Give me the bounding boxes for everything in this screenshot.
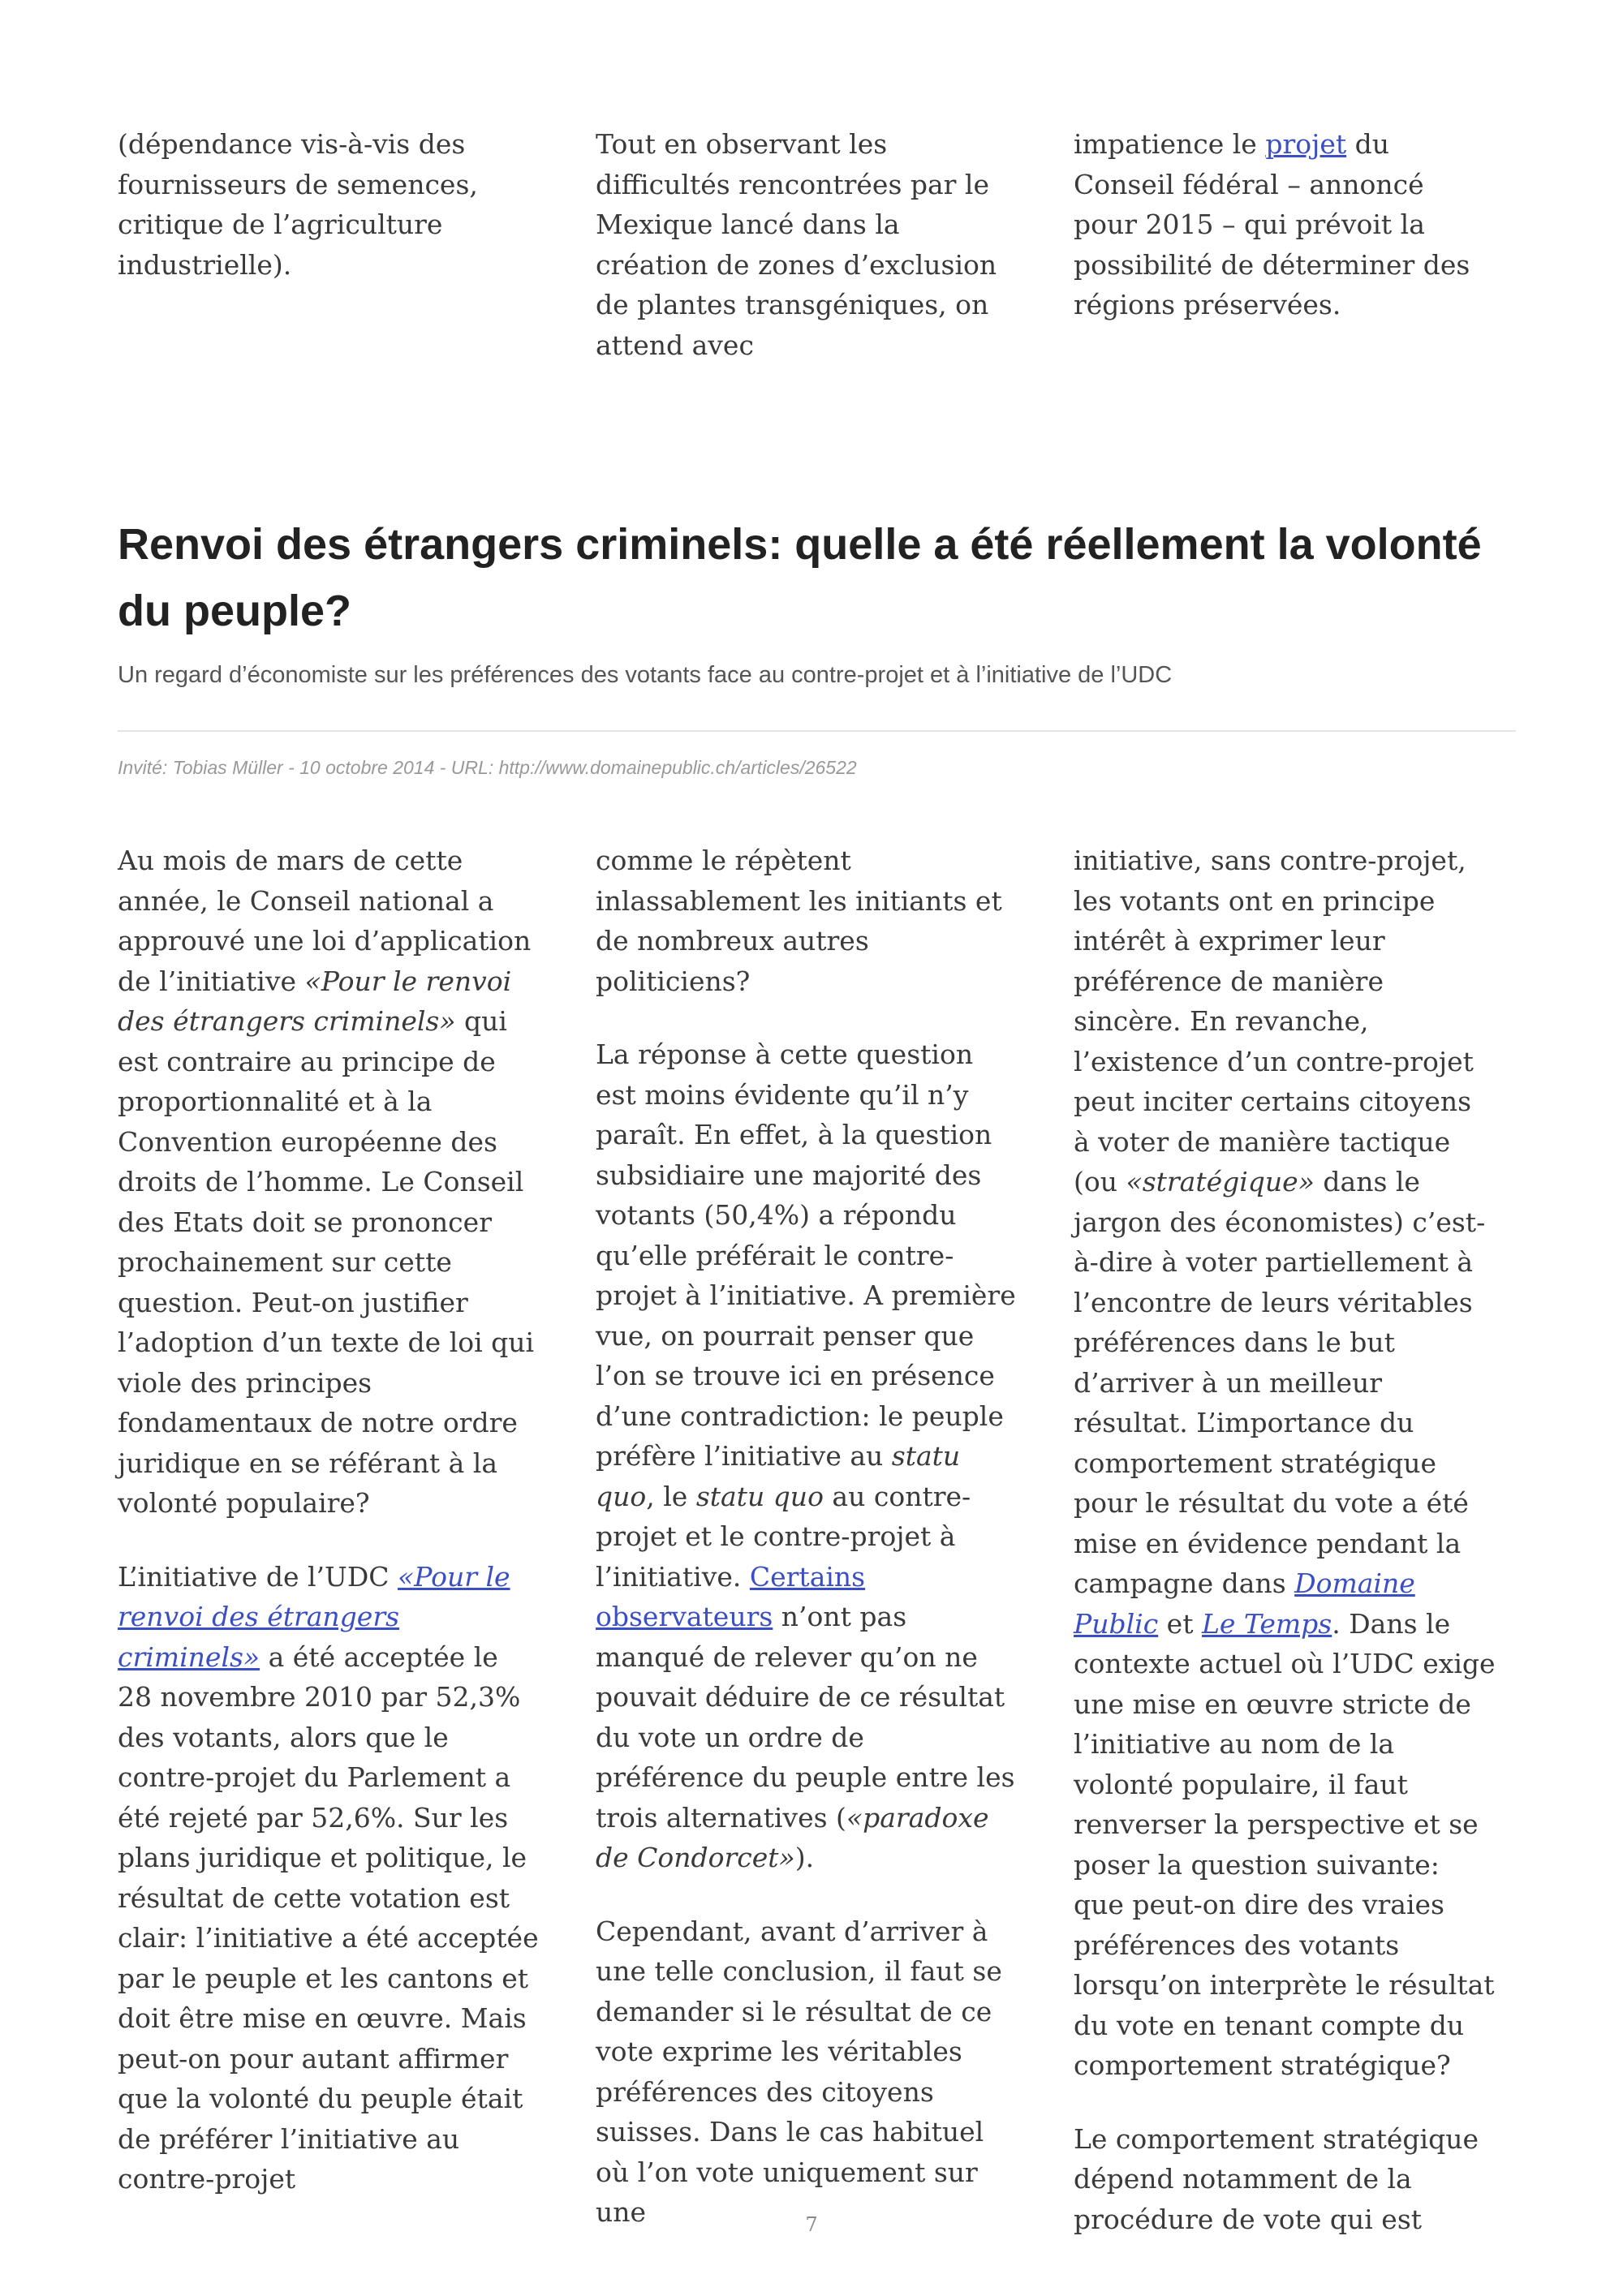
article-column-1 (118, 841, 540, 2199)
article-paragraph (118, 1557, 540, 2199)
text-span: . Dans le contexte actuel où l’UDC exige une mise en œuvre stricte de l’initiative au nom de la volonté populaire, il faut renverser la perspective et se poser la question suivante: que peut-on dire des vraies préférences des votants lorsqu’on interprète le résultat du vote en tenant compte du comportement stratégique? (1074, 1607, 1496, 2081)
article-paragraph (118, 841, 540, 1524)
text-span: L’initiative de l’UDC (118, 1560, 398, 1593)
le-temps-link[interactable] (1202, 1608, 1332, 1640)
previous-article-column-1 (118, 124, 540, 285)
article-paragraph: Cependant, avant d’arriver à une telle conclusion, il faut se demander si le résultat de ce vote exprime les véritables préférences des citoyens suisses. Dans le cas habituel où l’on vote uniquement sur une (596, 1915, 1002, 2228)
text-span: , le (646, 1480, 696, 1512)
previous-article-paragraph: (dépendance vis-à-vis des fournisseurs de semences, critique de l’agriculture industrielle). (118, 128, 478, 281)
header-divider (118, 730, 1516, 732)
previous-article-column-2 (596, 124, 1018, 365)
text-span: ). (794, 1842, 815, 1873)
text-span: dans le jargon des économistes) c’est-à-dire à voter partiellement à l’encontre de leurs véritables préférences dans le but d’arriver à un meilleur résultat. L’importance du comportement stratégique pour le résultat du vote a été mise en évidence pendant la campagne dans (1074, 1166, 1486, 1599)
text-span: et (1158, 1607, 1202, 1640)
statu-quo-term: statu quo (695, 1480, 824, 1512)
article-column-3 (1074, 841, 1496, 2239)
statu-quo-term: statu quo (596, 1440, 961, 1512)
article-meta: Invité: Tobias Müller - 10 octobre 2014 - URL: http://www.domainepublic.ch/articles/26522 (118, 757, 857, 778)
previous-article-paragraph (1074, 124, 1496, 325)
text-span: a été acceptée le 28 novembre 2010 par 52,3% des votants, alors que le contre-projet du Parlement a été rejeté par 52,6%. Sur les plans juridique et politique, le résultat de cette votation est clair: l’initiative a été acceptée par le peuple et les cantons et doit être mise en œuvre. Mais peut-on pour autant affirmer que la volonté du peuple était de préférer l’initiative au contre-projet (118, 1640, 539, 2195)
article-column-2 (596, 841, 1018, 2233)
article-paragraph (596, 1034, 1018, 1878)
strategique-term: «stratégique» (1126, 1166, 1315, 1197)
domaine-public-link-text[interactable]: Domaine Public (1074, 1567, 1415, 1640)
text-span: initiative, sans contre-projet, les votants ont en principe intérêt à exprimer leur préférence de manière sincère. En revanche, l’existence d’un contre-projet peut inciter certains citoyens à voter de manière tactique (ou (1074, 845, 1474, 1197)
article-paragraph: Le comportement stratégique dépend notamment de la procédure de vote qui est (1074, 2122, 1479, 2235)
text-span: Au mois de mars de cette année, le Conseil national a approuvé une loi d’application de l’initiative (118, 845, 532, 997)
condorcet-term: «paradoxe de Condorcet» (596, 1801, 989, 1873)
page-number: 7 (805, 2213, 818, 2236)
initiative-link-text[interactable]: «Pour le renvoi des étrangers criminels» (118, 1560, 510, 1673)
text-span: impatience le (1074, 128, 1266, 160)
article-paragraph: comme le répètent inlassablement les initiants et de nombreux autres politiciens? (596, 845, 1002, 997)
article-subtitle: Un regard d’économiste sur les préférences des votants face au contre-projet et à l’initiative de l’UDC (118, 662, 1173, 688)
previous-article-column-3 (1074, 124, 1496, 325)
projet-link[interactable]: projet (1265, 128, 1347, 160)
text-span: n’ont pas manqué de relever qu’on ne pouvait déduire de ce résultat du vote un ordre de préférence du peuple entre les trois alternatives ( (596, 1601, 1015, 1834)
previous-article-paragraph: Tout en observant les difficultés rencontrées par le Mexique lancé dans la création de zones d’exclusion de plantes transgéniques, on attend avec (596, 128, 997, 361)
text-span: du Conseil fédéral – annoncé pour 2015 – qui prévoit la possibilité de déterminer des régions préservées. (1074, 128, 1470, 320)
text-span: La réponse à cette question est moins évidente qu’il n’y paraît. En effet, à la question subsidiaire une majorité des votants (50,4%) a répondu qu’elle préférait le contre-projet à l’initiative. A première vue, on pourrait penser que l’on se trouve ici en présence d’une contradiction: le peuple préfère l’initiative au (596, 1038, 1016, 1472)
le-temps-link-text[interactable]: Le Temps (1201, 1607, 1332, 1640)
certains-observateurs-link[interactable]: Certains observateurs (596, 1560, 866, 1632)
article-title: Renvoi des étrangers criminels: quelle a été réellement la volonté du peuple? (118, 520, 1482, 635)
text-span: qui est contraire au principe de proportionnalité et à la Convention européenne des droits de l’homme. Le Conseil des Etats doit se prononcer prochainement sur cette question. Peut-on justifier l’adoption d’un texte de loi qui viole des principes fondamentaux de notre ordre juridique en se référant à la volonté populaire? (118, 1005, 535, 1519)
initiative-name: «Pour le renvoi des étrangers criminels» (118, 965, 512, 1037)
article-paragraph (1074, 841, 1496, 2086)
text-span: au contre-projet et le contre-projet à l’initiative. (596, 1480, 971, 1593)
